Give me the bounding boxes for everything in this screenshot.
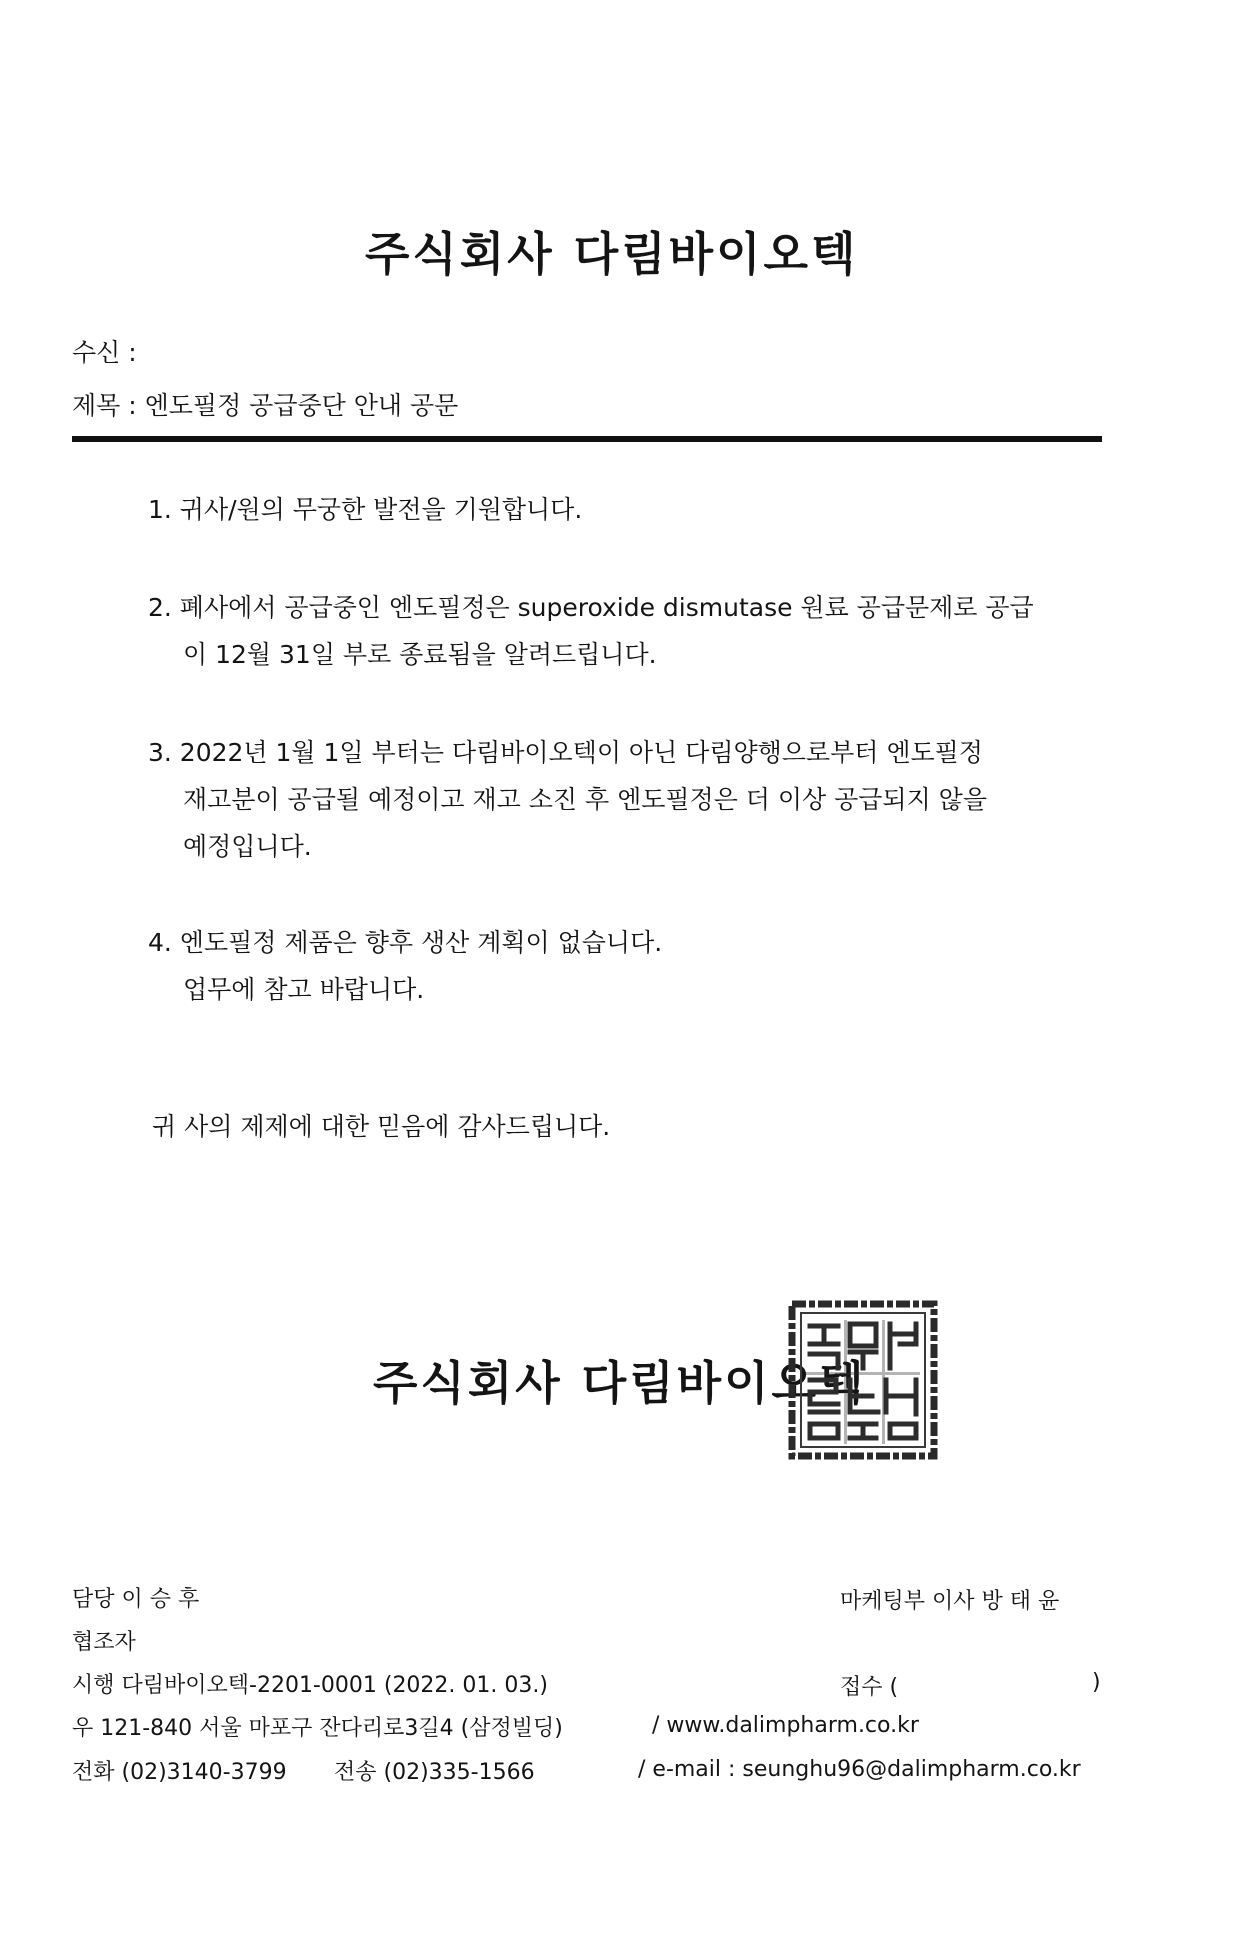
manager-label: 담당 이 승 후 bbox=[72, 1587, 200, 1612]
header-divider bbox=[72, 436, 1102, 442]
item-2-line-1: 2. 폐사에서 공급중인 엔도필정은 superoxide dismutase 원료 공급문제로 공급 bbox=[148, 593, 1034, 622]
email-address[interactable]: / e-mail : seunghu96@dalimpharm.co.kr bbox=[638, 1757, 1081, 1782]
signature-company: 주식회사 다림바이오텍 bbox=[373, 1356, 867, 1410]
recipient-label: 수신 : bbox=[72, 338, 137, 367]
subject-line: 제목 : 엔도필정 공급중단 안내 공문 bbox=[72, 391, 459, 420]
item-3-line-3: 예정입니다. bbox=[183, 832, 312, 861]
item-1-line-1: 1. 귀사/원의 무궁한 발전을 기원합니다. bbox=[148, 495, 583, 524]
cooperator-label: 협조자 bbox=[72, 1630, 136, 1655]
director-label: 마케팅부 이사 방 태 윤 bbox=[840, 1589, 1060, 1614]
item-2-line-2: 이 12월 31일 부로 종료됨을 알려드립니다. bbox=[183, 640, 657, 669]
address-text: 우 121-840 서울 마포구 잔다리로3길4 (삼정빌딩) bbox=[72, 1716, 563, 1741]
fax-number: 전송 (02)335-1566 bbox=[334, 1760, 535, 1785]
company-seal bbox=[788, 1300, 938, 1460]
item-4-line-1: 4. 엔도필정 제품은 향후 생산 계획이 없습니다. bbox=[148, 928, 663, 957]
document-title: 주식회사 다림바이오텍 bbox=[365, 227, 859, 281]
closing-remark: 귀 사의 제제에 대한 믿음에 감사드립니다. bbox=[152, 1112, 611, 1141]
website-link[interactable]: / www.dalimpharm.co.kr bbox=[652, 1713, 919, 1738]
phone-number: 전화 (02)3140-3799 bbox=[72, 1760, 287, 1785]
item-3-line-2: 재고분이 공급될 예정이고 재고 소진 후 엔도필정은 더 이상 공급되지 않을 bbox=[183, 785, 987, 814]
item-3-line-1: 3. 2022년 1월 1일 부터는 다림바이오텍이 아닌 다림양행으로부터 엔도필정 bbox=[148, 738, 983, 767]
receipt-close: ) bbox=[1092, 1670, 1101, 1695]
item-4-line-2: 업무에 참고 바랍니다. bbox=[183, 975, 425, 1004]
receipt-label: 접수 ( bbox=[840, 1675, 899, 1700]
issue-number: 시행 다림바이오텍-2201-0001 (2022. 01. 03.) bbox=[72, 1673, 548, 1698]
